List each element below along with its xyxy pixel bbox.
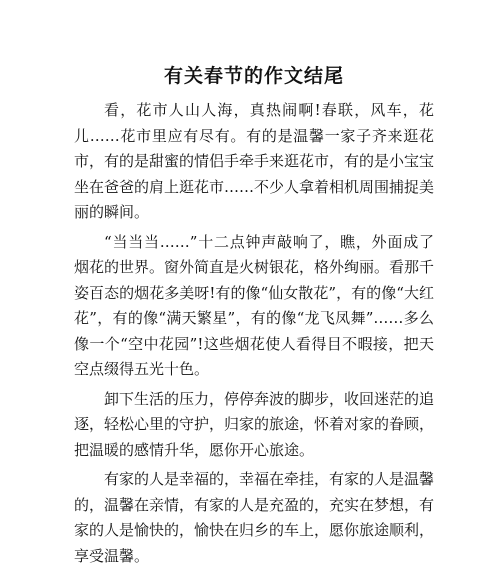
paragraph-3: 卸下生活的压力，停停奔波的脚步，收回迷茫的追逐，轻松心里的守护，归家的旅途，怀着对家的眷顾，把温暖的感情升华，愿你开心旅途。 [74, 389, 435, 459]
paragraph-1: 看，花市人山人海，真热闹啊!春联，风车，花儿……花市里应有尽有。有的是温馨一家子齐来逛花市，有的是甜蜜的情侣手牵手来逛花市，有的是小宝宝坐在爸爸的肩上逛花市……不少人拿着相机周围捕捉美丽的瞬间。 [74, 101, 435, 221]
document-title: 有关春节的作文结尾 [163, 65, 344, 87]
paragraph-4: 有家的人是幸福的，幸福在牵挂，有家的人是温馨的，温馨在亲情，有家的人是充盈的，充实在梦想，有家的人是愉快的，愉快在归乡的车上，愿你旅途顺利，享受温馨。 [74, 470, 435, 565]
paragraph-2: “当当当……”十二点钟声敲响了，瞧，外面成了烟花的世界。窗外简直是火树银花，格外绚丽。看那千姿百态的烟花多美呀!有的像“仙女散花”，有的像“大红花”，有的像“满天繁星”，有的像“龙飞凤舞”……多么像一个“空中花园”!这些烟花使人看得目不暇接，把天空点缀得五光十色。 [74, 232, 435, 378]
